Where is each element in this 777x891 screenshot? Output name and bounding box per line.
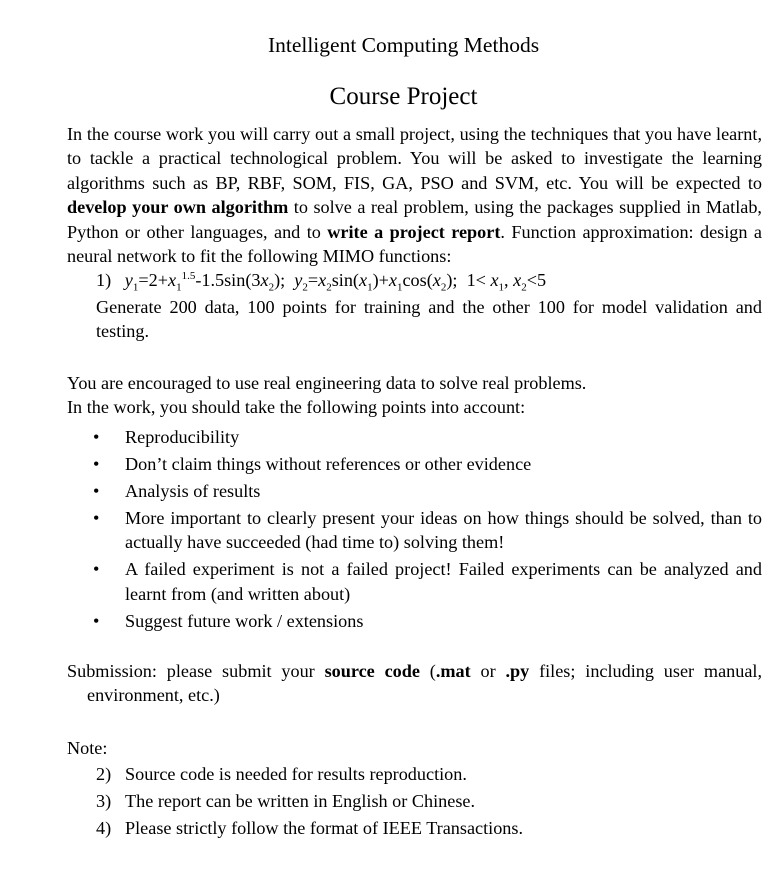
formula-segment: x bbox=[358, 270, 368, 290]
list-item bbox=[67, 557, 762, 606]
bullet-icon: • bbox=[93, 508, 100, 528]
formula-segment: 1 bbox=[132, 281, 139, 294]
formula-segment: 2 bbox=[521, 281, 527, 294]
submission-text: or bbox=[470, 661, 506, 681]
submission-text: Submission: please submit your bbox=[67, 661, 325, 681]
note-item bbox=[96, 762, 523, 786]
intro-text: In the course work you will carry out a small project, using the techniques that you have learnt, to tackle a practical technological problem. You will be asked to investigate the learning algorithms such as BP, RBF, SOM, FIS, GA, PSO and SVM, etc. You will be expected to bbox=[67, 124, 762, 193]
bullet-icon: • bbox=[93, 454, 100, 474]
formula-segment: x bbox=[167, 270, 177, 290]
submission-text: files; including user manual, environment, etc.) bbox=[87, 661, 763, 706]
list-item-text: Analysis of results bbox=[125, 481, 261, 501]
list-item-text: More important to clearly present your ideas on how things should be solved, than to actually have succeeded (had time to) solving them! bbox=[125, 508, 762, 553]
formula-segment: y bbox=[294, 270, 303, 290]
notes-list bbox=[96, 762, 523, 843]
bullet-icon: • bbox=[93, 610, 100, 631]
submission-bold: .py bbox=[505, 661, 530, 681]
formula-segment: 1.5 bbox=[181, 269, 196, 282]
formula-segment: 1 bbox=[176, 281, 182, 294]
formula-segment: x bbox=[490, 270, 499, 290]
formula-segment: -1.5sin(3 bbox=[195, 270, 261, 290]
formula-segment: 2 bbox=[440, 281, 447, 294]
formula-segment: x bbox=[260, 270, 269, 290]
note-number: 4) bbox=[96, 818, 112, 838]
submission-bold: source code bbox=[324, 661, 420, 681]
intro-paragraph bbox=[67, 122, 762, 268]
bullet-icon: • bbox=[93, 481, 100, 501]
list-item-text: Suggest future work / extensions bbox=[125, 610, 364, 631]
submission-bold: .mat bbox=[435, 661, 471, 681]
encourage-section bbox=[67, 371, 762, 420]
formula-segment: ); bbox=[274, 270, 295, 290]
formula-segment: 1 bbox=[498, 281, 505, 294]
formula-segment: <5 bbox=[526, 270, 547, 290]
list-item bbox=[67, 479, 762, 503]
formula-segment: )+ bbox=[372, 270, 389, 290]
generate-data-text: Generate 200 data, 100 points for training and the other 100 for model validation and testing. bbox=[96, 297, 762, 342]
intro-text: to solve a real problem, using the packages supplied in Matlab, Python or other languages, and to bbox=[67, 197, 762, 242]
document-subtitle: Course Project bbox=[329, 83, 478, 110]
note-item bbox=[96, 816, 523, 840]
note-item bbox=[96, 789, 523, 813]
list-item bbox=[67, 506, 762, 555]
note-label: Note: bbox=[67, 738, 108, 758]
note-text: Please strictly follow the format of IEEE Transactions. bbox=[125, 818, 524, 838]
note-text: Source code is needed for results reproduction. bbox=[125, 764, 467, 784]
formula-segment: y bbox=[124, 270, 133, 290]
document-title: Intelligent Computing Methods bbox=[267, 33, 540, 57]
formula-segment: 2 bbox=[268, 281, 275, 294]
formula-segment: x bbox=[318, 270, 327, 290]
mimo-formula bbox=[96, 268, 546, 292]
submission-text: ( bbox=[419, 661, 436, 681]
encourage-text: You are encouraged to use real engineering data to solve real problems. bbox=[67, 373, 587, 393]
formula-segment: x bbox=[432, 270, 441, 290]
list-item bbox=[67, 425, 762, 449]
formula-segment: x bbox=[513, 270, 522, 290]
formula-segment: cos( bbox=[402, 270, 433, 290]
list-item-text: Don’t claim things without references or other evidence bbox=[125, 454, 532, 474]
note-number: 2) bbox=[96, 764, 112, 784]
formula-segment: 2 bbox=[326, 281, 332, 294]
note-text: The report can be written in English or Chinese. bbox=[125, 791, 476, 811]
formula-segment: =2+ bbox=[138, 270, 168, 290]
formula-segment: ); 1< bbox=[446, 270, 491, 290]
intro-bold-report: write a project report bbox=[327, 221, 501, 242]
points-list bbox=[67, 425, 762, 636]
list-item-text: A failed experiment is not a failed project! Failed experiments can be analyzed and learnt from (and written about) bbox=[125, 559, 762, 604]
formula-segment: = bbox=[307, 270, 319, 290]
list-item bbox=[67, 452, 762, 476]
submission-paragraph bbox=[67, 659, 762, 708]
formula-segment: 1) bbox=[96, 270, 125, 290]
note-number: 3) bbox=[96, 791, 112, 811]
formula-segment: , bbox=[504, 270, 514, 290]
list-item-text: Reproducibility bbox=[125, 427, 240, 447]
intro-bold-algorithm: develop your own algorithm bbox=[67, 197, 289, 218]
formula-segment: 2 bbox=[302, 281, 308, 294]
formula-segment: 1 bbox=[396, 281, 403, 294]
list-item bbox=[67, 609, 762, 633]
formula-segment: x bbox=[388, 270, 397, 290]
points-intro-text: In the work, you should take the following points into account: bbox=[67, 397, 526, 418]
formula-segment: 1 bbox=[367, 281, 373, 294]
formula-segment: sin( bbox=[331, 270, 359, 290]
bullet-icon: • bbox=[93, 559, 100, 580]
bullet-icon: • bbox=[93, 427, 100, 447]
intro-text: . Function approximation: design a neural network to fit the following MIMO functions: bbox=[67, 221, 762, 267]
